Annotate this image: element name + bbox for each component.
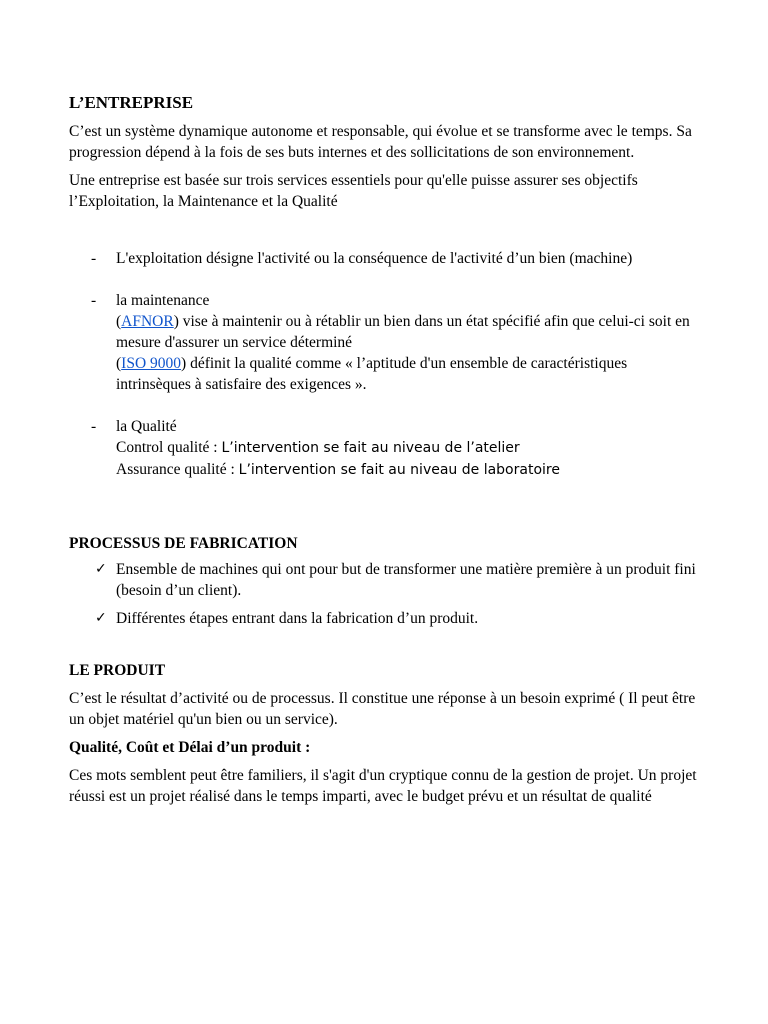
exploitation-text: L'exploitation désigne l'activité ou la conséquence de l'activité d’un bien (machine): [116, 250, 633, 267]
maintenance-title: la maintenance: [116, 292, 210, 309]
section-title-produit: LE PRODUIT: [69, 662, 166, 679]
entreprise-paragraph-2: Une entreprise est basée sur trois services essentiels pour qu'elle puisse assurer ses objectifs l’Exploitation, la Maintenance et la Qualité: [69, 172, 638, 210]
section-title-processus: PROCESSUS DE FABRICATION: [69, 535, 298, 552]
dash-marker: -: [91, 250, 97, 267]
list-item-maintenance: [69, 290, 699, 395]
list-item-processus-1: [69, 559, 699, 601]
services-list: [69, 248, 699, 481]
afnor-open-paren: (: [116, 313, 122, 330]
produit-paragraph-2: Ces mots semblent peut être familiers, il s'agit d'un cryptique connu de la gestion de projet. Un projet réussi est un projet réalisé dans le temps imparti, avec le budget prévu et un résultat de qualité: [69, 767, 697, 805]
checkmark-icon: ✓: [95, 610, 107, 626]
iso-open-paren: (: [116, 355, 122, 372]
produit-paragraph-1: C’est le résultat d’activité ou de processus. Il constitue une réponse à un besoin exprimé ( Il peut être un objet matériel qu'un bien ou un service).: [69, 690, 696, 728]
entreprise-paragraph-1: C’est un système dynamique autonome et responsable, qui évolue et se transforme avec le temps. Sa progression dépend à la fois de ses buts internes et des sollicitations de son environnement.: [69, 123, 692, 161]
list-item-exploitation: [69, 248, 699, 269]
processus-list: [69, 559, 699, 629]
iso-text: ) définit la qualité comme « l’aptitude d'un ensemble de caractéristiques intrinsèques à satisfaire des exigences ».: [116, 355, 628, 393]
dash-marker: -: [91, 292, 97, 309]
assurance-qualite-text: L’intervention se fait au niveau de laboratoire: [238, 462, 560, 478]
produit-subtitle: Qualité, Coût et Délai d’un produit :: [69, 739, 311, 756]
afnor-link[interactable]: AFNOR: [121, 313, 174, 330]
qualite-title: la Qualité: [116, 418, 177, 435]
control-qualite-label: Control qualité :: [116, 439, 222, 456]
processus-item-2-text: Différentes étapes entrant dans la fabrication d’un produit.: [116, 610, 479, 627]
list-item-processus-2: [69, 608, 699, 629]
section-title-entreprise: L’ENTREPRISE: [69, 93, 194, 112]
control-qualite-text: L’intervention se fait au niveau de l’atelier: [221, 440, 520, 456]
checkmark-icon: ✓: [95, 561, 107, 577]
afnor-text: ) vise à maintenir ou à rétablir un bien dans un état spécifié afin que celui-ci soit en mesure d'assurer un service déterminé: [116, 313, 690, 351]
assurance-qualite-label: Assurance qualité :: [116, 461, 239, 478]
dash-marker: -: [91, 418, 97, 435]
document-page: [69, 92, 699, 807]
iso-9000-link[interactable]: ISO 9000: [121, 355, 182, 372]
processus-item-1-text: Ensemble de machines qui ont pour but de transformer une matière première à un produit fini (besoin d’un client).: [116, 561, 696, 599]
list-item-qualite: [69, 416, 699, 481]
